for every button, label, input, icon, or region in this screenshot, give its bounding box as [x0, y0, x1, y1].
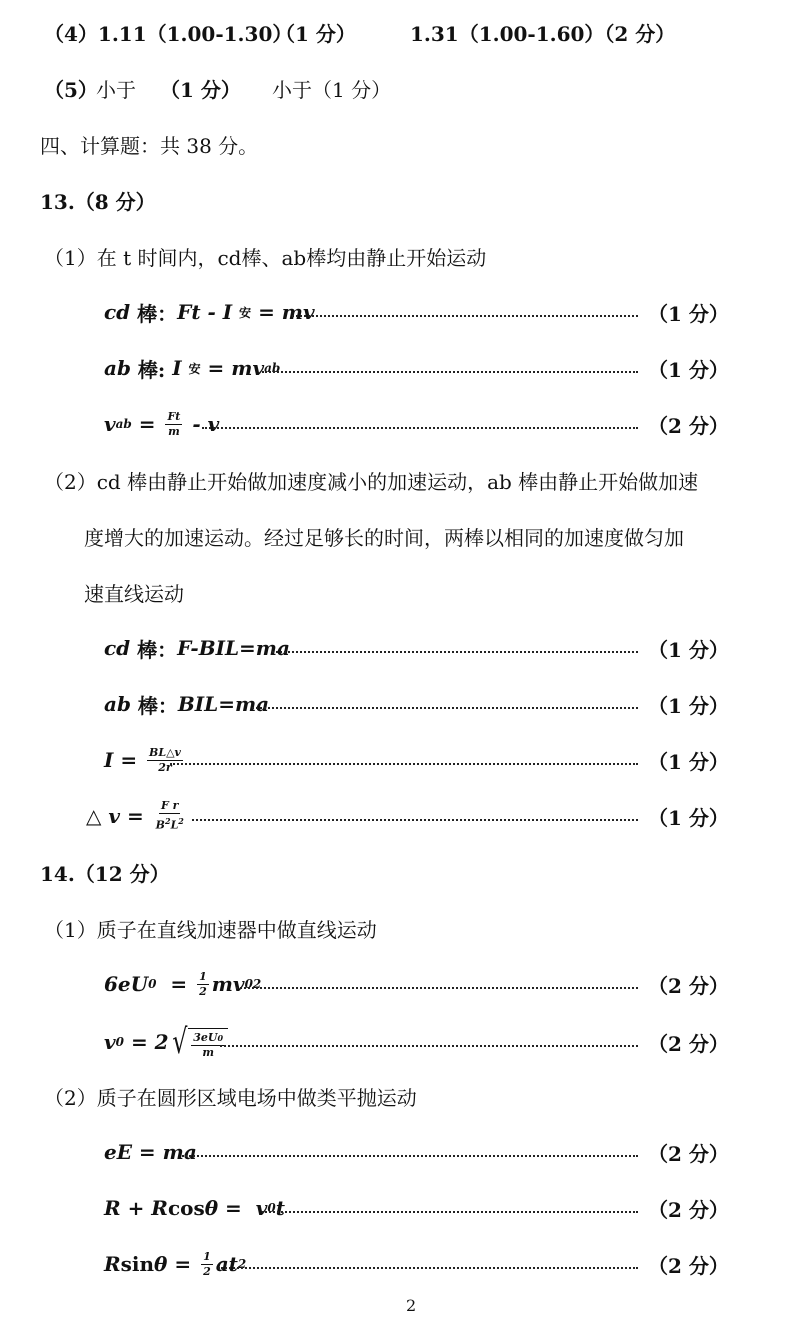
q14-part2-intro: （2）质子在圆形区域电场中做类平抛运动 [44, 1086, 417, 1110]
q14-p1-formula1-row [0, 964, 800, 1004]
dot-leader [202, 404, 638, 444]
q12-part5-answer2: 小于（1 分） [272, 78, 392, 102]
q13-p2-formula4-row [0, 796, 800, 836]
q12-part4-value2: 1.31（1.00-1.60）（2 分） [410, 22, 676, 46]
dot-leader [262, 1188, 638, 1228]
q14-p2-formula1-row [0, 1132, 800, 1172]
q12-part4-score1: （1 分） [275, 22, 356, 46]
q13-p2-formula3-row [0, 740, 800, 780]
dot-leader [272, 628, 638, 668]
q12-part4-line [44, 20, 292, 48]
q14-p1-formula2-row [0, 1022, 800, 1062]
q13-p2-formula2-row [0, 684, 800, 724]
q13-part2-intro-line3: 速直线运动 [84, 582, 184, 606]
q12-part4-value1: 1.11（1.00-1.30） [97, 22, 293, 46]
q14-p2-formula3-score: （2 分） [648, 1254, 729, 1278]
q13-p2-formula3: I = $\frac{BL\triangle v}{2r}$ [104, 745, 181, 774]
q13-part2-intro-line2: 度增大的加速运动。经过足够长的时间，两棒以相同的加速度做匀加 [84, 526, 684, 550]
q13-p1-formula1: cd 棒： Ft - I 安 = mv [104, 300, 315, 326]
q13-p2-formula2: ab 棒： BIL=ma [104, 692, 270, 718]
q14-p2-formula2-score: （2 分） [648, 1198, 729, 1222]
q12-part4-label: （4） [44, 22, 98, 46]
q13-p1-formula2-score: （1 分） [648, 358, 729, 382]
dot-leader [236, 964, 638, 1004]
q13-part2-intro-line1: （2）cd 棒由静止开始做加速度减小的加速运动，ab 棒由静止开始做加速 [44, 470, 699, 494]
q14-part1-intro: （1）质子在直线加速器中做直线运动 [44, 918, 377, 942]
q14-p2-formula1: eE = ma [104, 1140, 197, 1164]
q13-p1-formula3-score: （2 分） [648, 414, 729, 438]
dot-leader [292, 292, 638, 332]
dot-leader [252, 684, 638, 724]
q14-p2-formula3: R sin θ = $\frac{1}{2}$ at 2 [104, 1249, 247, 1278]
q13-p1-formula1-score: （1 分） [648, 302, 729, 326]
dot-leader [262, 348, 638, 388]
q13-p2-formula4: △ v = $\frac{\text{F r}}{B^2L^2}$ [86, 799, 184, 832]
q13-p2-formula1-row [0, 628, 800, 668]
q13-p1-formula2: ab 棒: I 安 = mv ab [104, 356, 281, 382]
q14-p2-formula1-score: （2 分） [648, 1142, 729, 1166]
q13-p1-formula2-row [0, 348, 800, 388]
q12-part5-score1: （1 分） [160, 78, 241, 102]
q14-p2-formula3-row [0, 1244, 800, 1284]
q12-part5-label: （5） [44, 78, 98, 102]
q13-p1-formula1-row [0, 292, 800, 332]
q13-p2-formula3-score: （1 分） [648, 750, 729, 774]
q13-p2-formula2-score: （1 分） [648, 694, 729, 718]
q13-p2-formula1: cd 棒： F-BIL=ma [104, 636, 290, 662]
q14-p1-formula1-score: （2 分） [648, 974, 729, 998]
dot-leader [220, 1022, 638, 1062]
dot-leader [192, 796, 638, 836]
q14-p1-formula2-score: （2 分） [648, 1032, 729, 1056]
q13-header: 13.（8 分） [40, 190, 156, 214]
q13-part1-intro: （1）在 t 时间内，cd棒、ab棒均由静止开始运动 [44, 246, 487, 270]
q13-p1-formula3: v ab = $\frac{Ft}{m}$ - v [104, 409, 220, 438]
q14-p1-formula1: 6eU 0 = $\frac{1}{2}$ mv 0 2 [104, 969, 262, 998]
q14-header: 14.（12 分） [40, 862, 170, 886]
q13-p2-formula1-score: （1 分） [648, 638, 729, 662]
q13-p2-formula4-score: （1 分） [648, 806, 729, 830]
sqrt-sign: √ $\frac{3eU0}{m}$ [169, 1022, 229, 1062]
dot-leader [218, 1244, 638, 1284]
q14-p2-formula2-row [0, 1188, 800, 1228]
q12-part5-answer1: 小于 [96, 78, 136, 102]
page-number: 2 [406, 1296, 417, 1315]
q14-p2-formula2: R + R cos θ = v 0 t [104, 1196, 285, 1220]
section4-title: 四、计算题：共 38 分。 [40, 134, 259, 158]
dot-leader [170, 740, 638, 780]
q13-p1-formula3-row [0, 404, 800, 444]
dot-leader [182, 1132, 638, 1172]
q14-p1-formula2: v 0 = 2 √ $\frac{3eU0}{m}$ [104, 1022, 228, 1062]
